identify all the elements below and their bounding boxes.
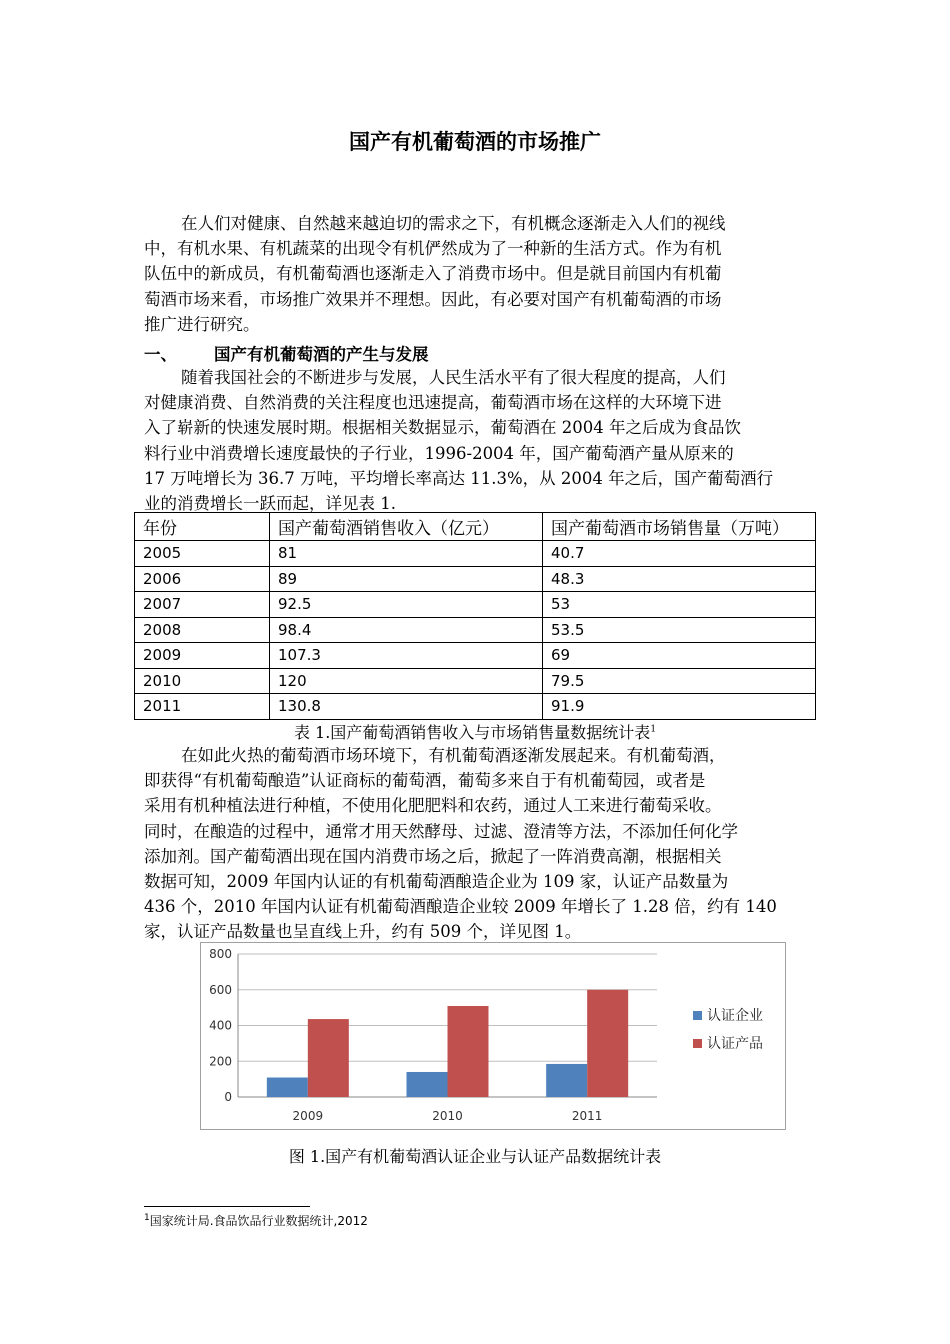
footnote-number: 1 <box>144 1213 150 1223</box>
figure-caption: 图 1.国产有机葡萄酒认证企业与认证产品数据统计表 <box>288 1147 662 1166</box>
table-cell: 53 <box>543 592 816 618</box>
table-cell: 2010 <box>135 668 270 694</box>
table-cell: 98.4 <box>270 617 543 643</box>
intro-paragraph <box>144 211 808 337</box>
y-tick-label: 200 <box>209 1054 232 1069</box>
legend-swatch <box>693 1039 702 1048</box>
y-tick-label: 800 <box>209 947 232 961</box>
footnote-text: 国家统计局.食品饮品行业数据统计,2012 <box>149 1214 368 1228</box>
table-row <box>135 643 816 669</box>
text-line: 家，认证产品数量也呈直线上升，约有 509 个，详见图 1。 <box>144 922 582 942</box>
section-title: 国产有机葡萄酒的产生与发展 <box>214 345 429 364</box>
x-tick-label: 2011 <box>571 1109 603 1123</box>
bar-product <box>308 1019 349 1097</box>
text-line: 对健康消费、自然消费的关注程度也迅速提高，葡萄酒市场在这样的大环境下进 <box>144 393 722 413</box>
text-line: 萄酒市场来看，市场推广效果并不理想。因此，有必要对国产有机葡萄酒的市场 <box>144 289 722 309</box>
text-line: 同时，在酿造的过程中，通常才用天然酵母、过滤、澄清等方法，不添加任何化学 <box>144 821 738 841</box>
table-header-cell: 国产葡萄酒市场销售量（万吨） <box>543 513 816 541</box>
text-line: 推广进行研究。 <box>144 314 260 334</box>
data-table <box>134 512 816 720</box>
text-line: 中，有机水果、有机蔬菜的出现令有机俨然成为了一种新的生活方式。作为有机 <box>144 239 722 259</box>
text-line: 436 个，2010 年国内认证有机葡萄酒酿造企业较 2009 年增长了 1.28 倍，约有 140 <box>144 897 777 917</box>
table-row <box>135 566 816 592</box>
table-cell: 91.9 <box>543 694 816 720</box>
table-row <box>135 617 816 643</box>
table-cell: 81 <box>270 541 543 567</box>
x-tick-label: 2009 <box>292 1109 324 1123</box>
x-tick-label: 2010 <box>432 1109 463 1123</box>
legend-label: 认证产品 <box>707 1036 763 1052</box>
table-cell: 2006 <box>135 566 270 592</box>
table-caption <box>0 720 950 743</box>
table-cell: 107.3 <box>270 643 543 669</box>
table-caption-text: 表 1.国产葡萄酒销售收入与市场销售量数据统计表 <box>293 723 651 742</box>
table-cell: 48.3 <box>543 566 816 592</box>
chart-svg <box>201 943 785 1129</box>
table-cell: 120 <box>270 668 543 694</box>
table-cell: 79.5 <box>543 668 816 694</box>
legend-swatch <box>693 1011 702 1020</box>
text-line: 队伍中的新成员，有机葡萄酒也逐渐走入了消费市场中。但是就目前国内有机葡 <box>144 264 722 284</box>
y-tick-label: 0 <box>224 1090 232 1104</box>
y-tick-label: 400 <box>209 1018 232 1033</box>
bar-enterprise <box>407 1072 448 1097</box>
bar-enterprise <box>546 1064 587 1097</box>
table-row <box>135 592 816 618</box>
section-heading <box>144 341 429 365</box>
text-line: 料行业中消费增长速度最快的子行业，1996-2004 年，国产葡萄酒产量从原来的 <box>144 443 734 463</box>
table-header-row <box>135 513 816 541</box>
footnote-ref: 1 <box>650 724 657 735</box>
text-line: 业的消费增长一跃而起，详见表 1. <box>144 494 396 514</box>
table-cell: 130.8 <box>270 694 543 720</box>
bar-product <box>448 1006 489 1097</box>
section-number: 一、 <box>144 345 177 364</box>
y-tick-label: 600 <box>209 982 232 997</box>
table-cell: 53.5 <box>543 617 816 643</box>
footnote <box>144 1212 368 1229</box>
page-title: 国产有机葡萄酒的市场推广 <box>349 129 601 154</box>
text-line: 添加剂。国产葡萄酒出现在国内消费市场之后，掀起了一阵消费高潮，根据相关 <box>144 846 722 866</box>
text-line: 数据可知，2009 年国内认证的有机葡萄酒酿造企业为 109 家，认证产品数量为 <box>144 872 729 892</box>
text-line: 在如此火热的葡萄酒市场环境下，有机葡萄酒逐渐发展起来。有机葡萄酒， <box>181 746 726 765</box>
table-row <box>135 668 816 694</box>
table-cell: 2005 <box>135 541 270 567</box>
table-cell: 89 <box>270 566 543 592</box>
table-cell: 2011 <box>135 694 270 720</box>
table-row <box>135 541 816 567</box>
table-header-cell: 年份 <box>135 513 270 541</box>
body-paragraph <box>144 365 808 516</box>
legend-label: 认证企业 <box>707 1008 763 1024</box>
footnote-divider <box>144 1206 310 1207</box>
bar-enterprise <box>267 1078 308 1097</box>
table-cell: 2007 <box>135 592 270 618</box>
table-cell: 40.7 <box>543 541 816 567</box>
bar-product <box>587 990 628 1097</box>
table-header-cell: 国产葡萄酒销售收入（亿元） <box>270 513 543 541</box>
table-row <box>135 694 816 720</box>
text-line: 在人们对健康、自然越来越迫切的需求之下，有机概念逐渐走入人们的视线 <box>181 214 726 233</box>
text-line: 采用有机种植法进行种植，不使用化肥肥料和农药，通过人工来进行葡萄采收。 <box>144 796 722 816</box>
text-line: 17 万吨增长为 36.7 万吨，平均增长率高达 11.3%，从 2004 年之后，国产葡萄酒行 <box>144 468 774 488</box>
text-line: 入了崭新的快速发展时期。根据相关数据显示，葡萄酒在 2004 年之后成为食品饮 <box>144 418 741 438</box>
table-cell: 69 <box>543 643 816 669</box>
text-line: 即获得“有机葡萄酿造”认证商标的葡萄酒，葡萄多来自于有机葡萄园，或者是 <box>144 771 706 791</box>
table-cell: 92.5 <box>270 592 543 618</box>
table-cell: 2008 <box>135 617 270 643</box>
text-line: 随着我国社会的不断进步与发展，人民生活水平有了很大程度的提高，人们 <box>181 368 726 387</box>
body-paragraph <box>144 743 808 945</box>
table-cell: 2009 <box>135 643 270 669</box>
bar-chart <box>200 942 786 1130</box>
